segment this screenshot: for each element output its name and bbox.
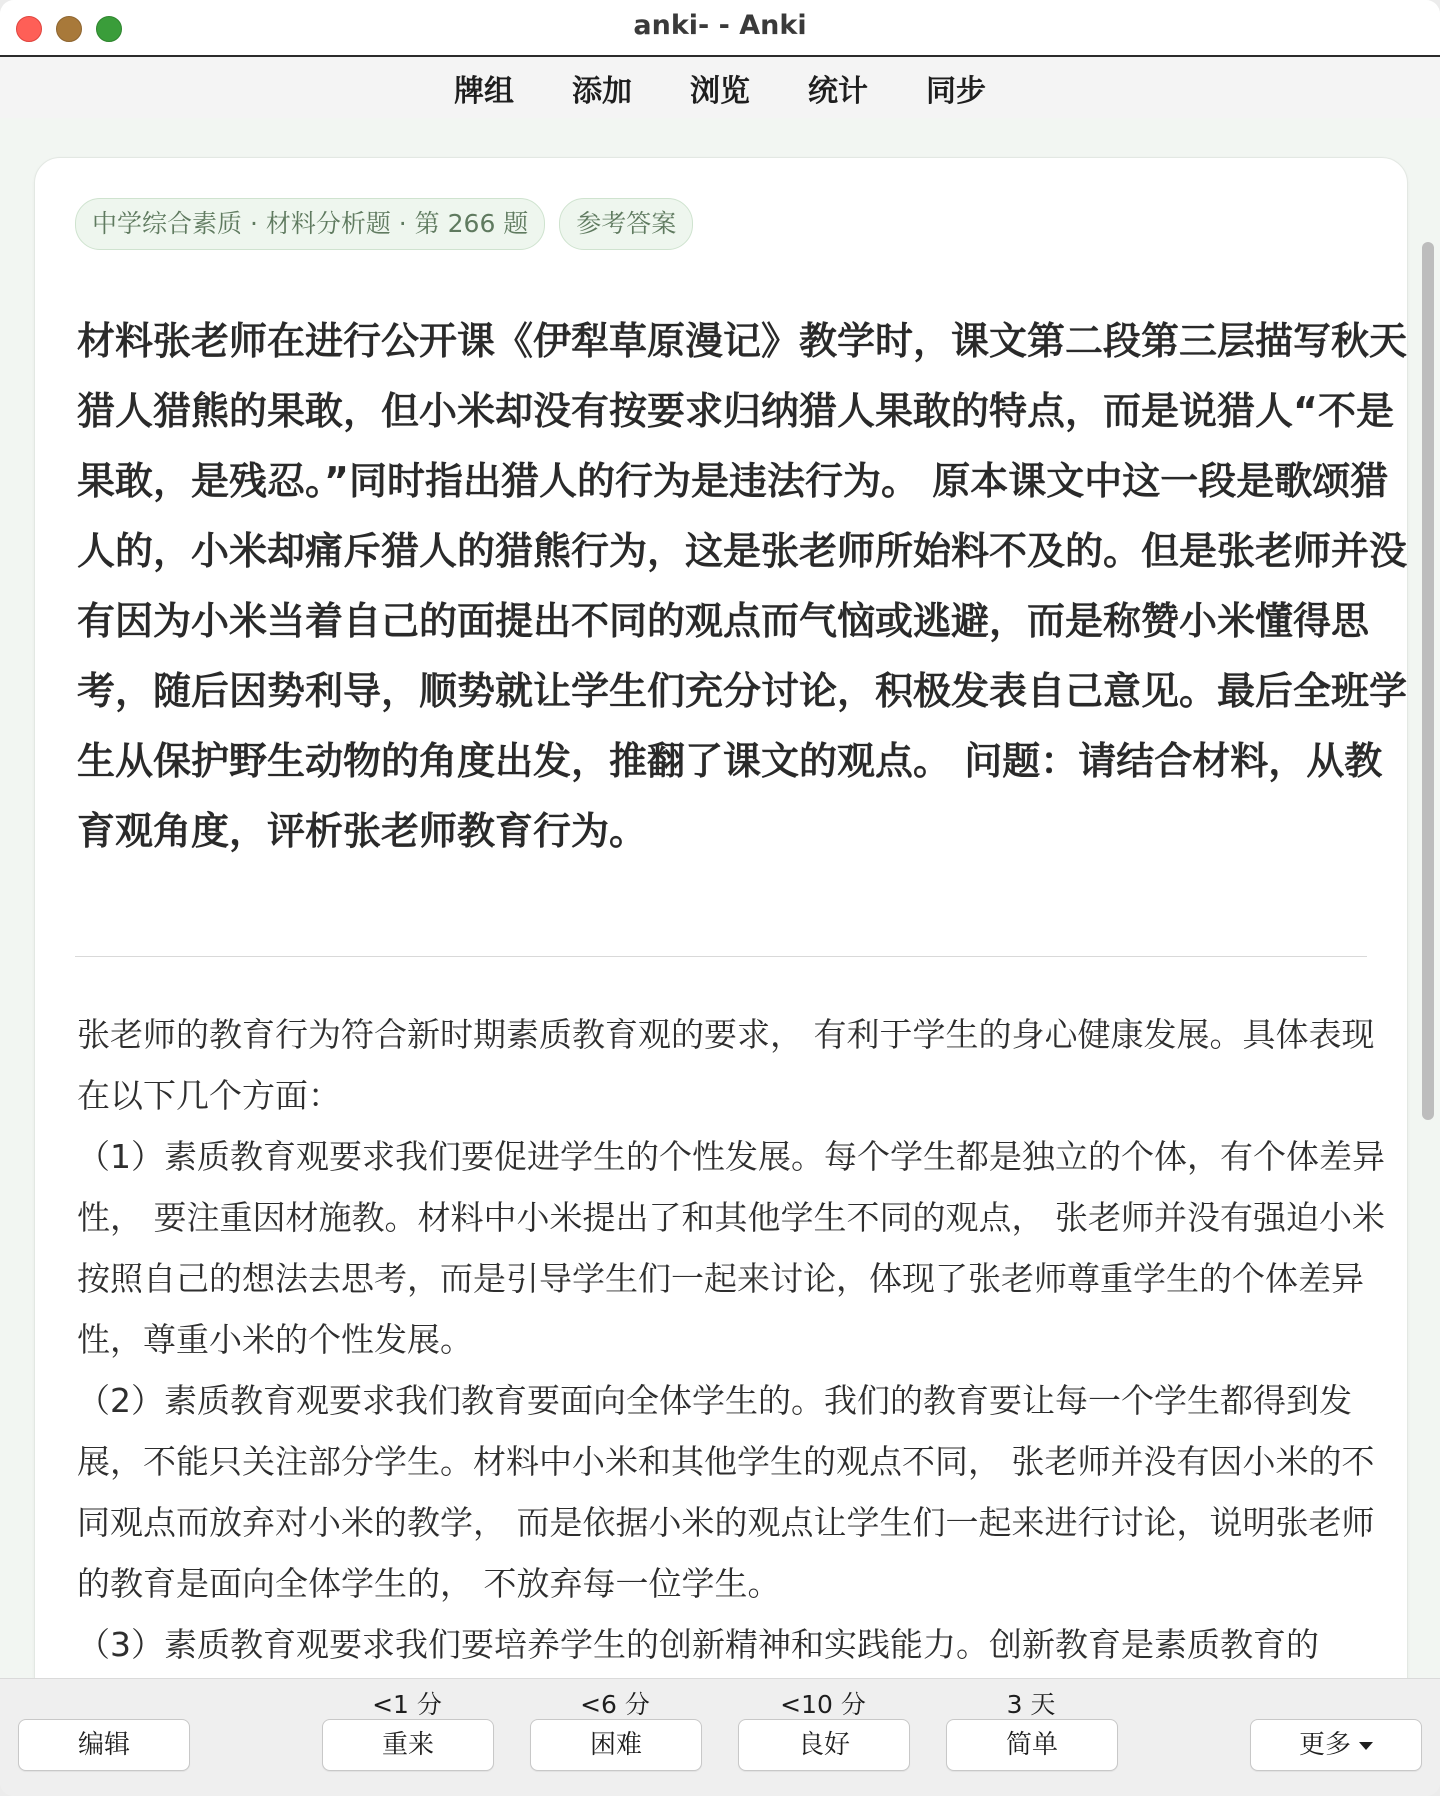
good-button[interactable]: 良好 (738, 1719, 910, 1771)
again-interval: <1 分 (372, 1690, 442, 1719)
main-toolbar (0, 57, 1440, 119)
more-button[interactable] (1250, 1719, 1422, 1771)
tag-question-source: 中学综合素质 · 材料分析题 · 第 266 题 (75, 198, 545, 250)
toolbar-decks[interactable]: 牌组 (454, 73, 514, 109)
title-bar (0, 0, 1440, 57)
more-button-label: 更多 (1298, 1730, 1351, 1760)
good-interval: <10 分 (780, 1690, 866, 1719)
hard-interval: <6 分 (580, 1690, 650, 1719)
answer-paragraph: 张老师的教育行为符合新时期素质教育观的要求， 有利于学生的身心健康发展。具体表现在以下几个方面： (77, 1015, 1375, 1115)
answer-bar (0, 1678, 1440, 1796)
toolbar-add[interactable]: 添加 (572, 73, 632, 109)
hard-button[interactable]: 困难 (530, 1719, 702, 1771)
answer-paragraph: （1）素质教育观要求我们要促进学生的个性发展。每个学生都是独立的个体，有个体差异性， 要注重因材施教。材料中小米提出了和其他学生不同的观点， 张老师并没有强迫小米按照自己的想法去思考，而是引导学生们一起来讨论，体现了张老师尊重学生的个体差异性，尊重小米的个性发展。 (77, 1137, 1385, 1359)
card-tags (75, 198, 693, 250)
toolbar-sync[interactable]: 同步 (926, 73, 986, 109)
answer-paragraph: （2）素质教育观要求我们教育要面向全体学生的。我们的教育要让每一个学生都得到发展，不能只关注部分学生。材料中小米和其他学生的观点不同， 张老师并没有因小米的不同观点而放弃对小米的教学， 而是依据小米的观点让学生们一起来进行讨论，说明张老师的教育是面向全体学生的， 不放弃每一位学生。 (77, 1381, 1375, 1603)
tag-reference-answer: 参考答案 (559, 198, 693, 250)
vertical-scrollbar[interactable] (1422, 242, 1434, 1120)
answer-divider (75, 956, 1367, 957)
easy-button[interactable]: 简单 (946, 1719, 1118, 1771)
chevron-down-icon (1359, 1742, 1373, 1750)
toolbar-browse[interactable]: 浏览 (690, 73, 750, 109)
card-answer (77, 1004, 1407, 1675)
edit-button[interactable]: 编辑 (18, 1719, 190, 1771)
card-question: 材料张老师在进行公开课《伊犁草原漫记》教学时，课文第二段第三层描写秋天猎人猎熊的果敢，但小米却没有按要求归纳猎人果敢的特点，而是说猎人“不是果敢，是残忍。”同时指出猎人的行为是违法行为。 原本课文中这一段是歌颂猎人的，小米却痛斥猎人的猎熊行为，这是张老师所始料不及的。但是张老师并没有因为小米当着自己的面提出不同的观点而气恼或逃避，而是称赞小米懂得思考，随后因势利导，顺势就让学生们充分讨论，积极发表自己意见。最后全班学生从保护野生动物的角度出发，推翻了课文的观点。 问题：请结合材料，从教育观角度，评析张老师教育行为。 (77, 319, 1408, 853)
toolbar-stats[interactable]: 统计 (808, 73, 868, 109)
again-button[interactable]: 重来 (322, 1719, 494, 1771)
answer-paragraph: （3）素质教育观要求我们要培养学生的创新精神和实践能力。创新教育是素质教育的 (77, 1625, 1319, 1664)
flashcard (34, 157, 1408, 1678)
window-title: anki- - Anki (633, 10, 807, 41)
easy-interval: 3 天 (1006, 1690, 1056, 1719)
review-area[interactable] (0, 118, 1440, 1678)
